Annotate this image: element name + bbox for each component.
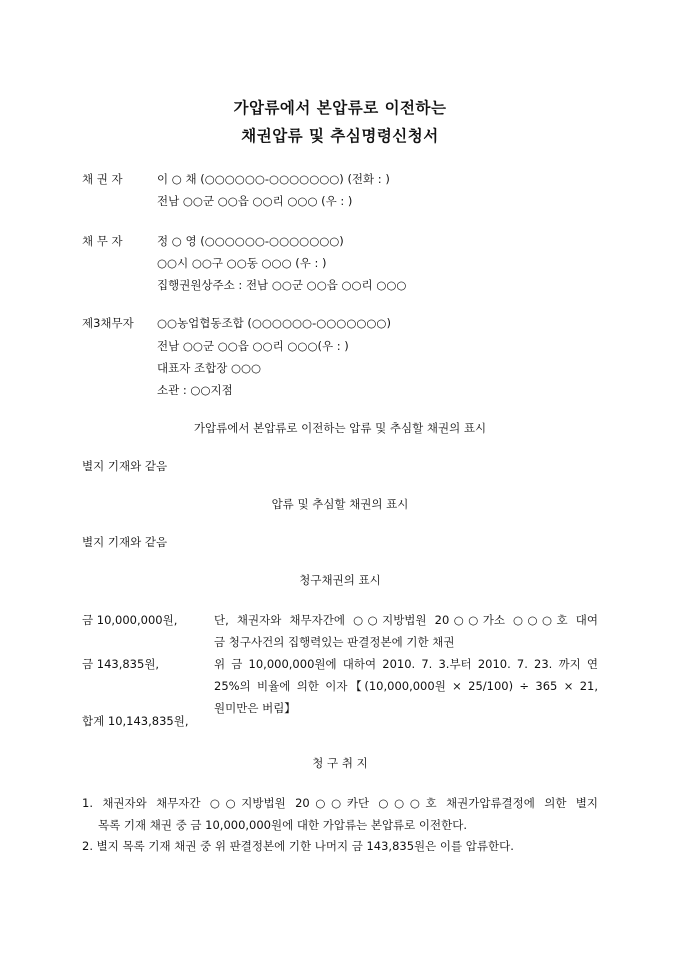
purpose-item1-line2: 목록 기재 채권 중 금 10,000,000원에 대한 가압류는 본압류로 이전한다. xyxy=(98,818,468,832)
document-title-line1: 가압류에서 본압류로 이전하는 xyxy=(233,99,447,117)
third-debtor-address: 전남 ○○군 ○○읍 ○○리 ○○○(우 : ) xyxy=(157,339,349,353)
purpose-title: 청 구 취 지 xyxy=(312,756,368,770)
debtor-name: 정 ○ 영 (○○○○○○-○○○○○○○) xyxy=(157,234,344,248)
claim-interest-desc-line1: 위 금 10,000,000원에 대하여 2010. 7. 3.부터 2010. 7. 23. 까지 연 xyxy=(214,657,598,671)
purpose-item1-line1: 1. 채권자와 채무자간 ○○지방법원 20○○카단 ○○○호 채권가압류결정에 의한 별지 xyxy=(82,796,598,810)
claim-principal-desc-line2: 금 청구사건의 집행력있는 판결정본에 기한 채권 xyxy=(214,635,455,649)
transfer-section-body: 별지 기재와 같음 xyxy=(82,459,168,473)
third-debtor-name: ○○농업협동조합 (○○○○○○-○○○○○○○) xyxy=(157,316,391,330)
debtor-address: ○○시 ○○구 ○○동 ○○○ (우 : ) xyxy=(157,256,327,270)
creditor-address: 전남 ○○군 ○○읍 ○○리 ○○○ (우 : ) xyxy=(157,194,353,208)
transfer-section-title: 가압류에서 본압류로 이전하는 압류 및 추심할 채권의 표시 xyxy=(193,421,487,435)
document-title-line2: 채권압류 및 추심명령신청서 xyxy=(241,127,439,145)
third-debtor-representative: 대표자 조합장 ○○○ xyxy=(157,361,262,375)
claim-amount-principal: 금 10,000,000원, xyxy=(82,613,178,627)
seizure-section-body: 별지 기재와 같음 xyxy=(82,535,168,549)
claim-amount-interest: 금 143,835원, xyxy=(82,657,160,671)
purpose-item2: 2. 별지 목록 기재 채권 중 위 판결정본에 기한 나머지 금 143,835원은 이를 압류한다. xyxy=(82,839,514,853)
third-debtor-branch: 소관 : ○○지점 xyxy=(157,383,233,397)
claim-total: 합계 10,143,835원, xyxy=(82,714,189,728)
claim-principal-desc-line1: 단, 채권자와 채무자간에 ○○지방법원 20○○가소 ○○○호 대여 xyxy=(214,613,598,627)
debtor-label: 채 무 자 xyxy=(82,234,123,248)
claim-interest-desc-line3: 원미만은 버림】 xyxy=(214,701,296,715)
claim-interest-desc-line2: 25%의 비율에 의한 이자【(10,000,000원 × 25/100) ÷ 365 × 21, xyxy=(214,679,598,693)
seizure-section-title: 압류 및 추심할 채권의 표시 xyxy=(271,497,409,511)
claim-section-title: 청구채권의 표시 xyxy=(299,573,381,587)
third-debtor-label: 제3채무자 xyxy=(82,316,134,330)
creditor-name: 이 ○ 채 (○○○○○○-○○○○○○○) (전화 : ) xyxy=(157,172,390,186)
creditor-label: 채 권 자 xyxy=(82,172,123,186)
debtor-exec-address: 집행권원상주소 : 전남 ○○군 ○○읍 ○○리 ○○○ xyxy=(157,278,407,292)
